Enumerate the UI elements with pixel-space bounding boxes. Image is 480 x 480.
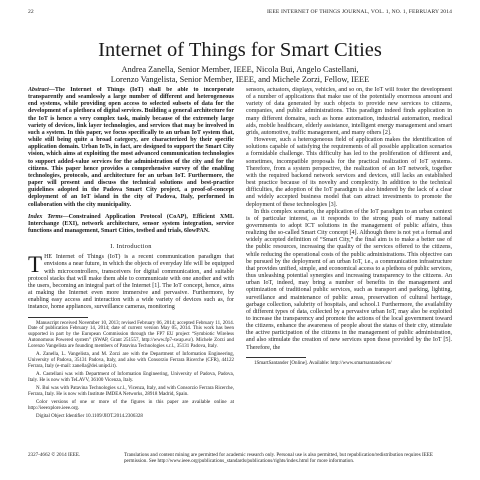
journal-name: IEEE INTERNET OF THINGS JOURNAL, VOL. 1, NO. 1, FEBRUARY 2014 (266, 9, 452, 15)
copyright-footer (28, 452, 452, 464)
body-paragraph-1: sensors, actuators, displays, vehicles, and so on, the IoT will foster the development of a number of applications that make use of the potentially enormous amount and variety of data generated by such objects to provide new services to citizens, companies, and public administrations. This paradigm indeed finds application in many different domains, such as home automation, industrial automation, medical aids, mobile healthcare, elderly assistance, intelligent energy management and smart grids, automotive, traffic management, and many others [2]. (246, 87, 452, 136)
index-terms (28, 214, 234, 235)
footnote-affiliation-1: A. Zanella, L. Vangelista, and M. Zorzi are with the Department of Information Engineering, University of Padova, 35131 Padova, Italy, and also with Consorzio Ferrara Ricerche (CFR), 44122 Ferrara, Italy (e-mail: zanella@dei.unipd.it). (28, 352, 234, 370)
author-line-2: Lorenzo Vangelista, Senior Member, IEEE, and Michele Zorzi, Fellow, IEEE (110, 75, 370, 84)
section-heading-introduction: I. Introduction (110, 243, 152, 251)
right-column (246, 87, 452, 448)
intro-paragraph (28, 254, 234, 311)
drop-cap: T (28, 252, 43, 278)
footnote-affiliation-3: N. Bui was with Patavina Technologies s.r.l., Vicenza, Italy, and with Consorzio Ferrara Ricerche, Ferrara, Italy. He is now with Institute IMDEA Networks, 28918 Madrid, Spain. (28, 386, 234, 398)
running-header (28, 9, 452, 19)
paper-title: Internet of Things for Smart Cities (98, 39, 382, 61)
body-paragraph-3: In this complex scenario, the application of the IoT paradigm to an urban context is of particular interest, as it responds to the strong push of many national governments to adopt ICT solutions in the management of public affairs, thus realizing the so-called Smart City concept [4]. Although there is not yet a formal and widely accepted definition of “Smart City,” the final aim is to make a better use of the public resources, increasing the quality of the services offered to the citizens, while reducing the operational costs of the public administrations. This objective can be pursued by the deployment of an urban IoT, i.e., a communication infrastructure that provides unified, simple, and economical access to a plethora of public services, thus unleashing potential synergies and increasing transparency to the citizens. An urban IoT, indeed, may bring a number of benefits in the management and optimization of traditional public services, such as transport and parking, lighting, surveillance and maintenance of public areas, preservation of cultural heritage, garbage collection, salubrity of hospitals, and school.1 Furthermore, the availability of different types of data, collected by a pervasive urban IoT, may also be exploited to increase the transparency and promote the actions of the local government toward the citizens, enhance the awareness of people about the status of their city, stimulate the active participation of the citizens in the management of public administration, and also stimulate the creation of new services upon those provided by the IoT [5]. Therefore, the (246, 208, 452, 351)
abstract-label: Abstract— (28, 87, 55, 93)
intro-text: HE Internet of Things (IoT) is a recent communication paradigm that envisions a near future, in which the objects of everyday life will be equipped with microcontrollers, transceivers for digital communication, and suitable protocol stacks that will make them able to communicate with one another and with the users, becoming an integral part of the Internet [1]. The IoT concept, hence, aims at making the Internet even more immersive and pervasive. Furthermore, by enabling easy access and interaction with a wide variety of devices such as, for instance, home appliances, surveillance cameras, monitoring (28, 254, 234, 311)
abstract-text: The Internet of Things (IoT) shall be able to incorporate transparently and seamlessly a large number of different and heterogeneous end systems, while providing open access to selected subsets of data for the development of a plethora of digital services. Building a general architecture for the IoT is hence a very complex task, mainly because of the extremely large variety of devices, link layer technologies, and services that may be involved in such a system. In this paper, we focus specifically to an urban IoT system that, while still being quite a broad category, are characterized by their specific application domain. Urban IoTs, in fact, are designed to support the Smart City vision, which aims at exploiting the most advanced communication technologies to support added-value services for the administration of the city and for the citizens. This paper hence provides a comprehensive survey of the enabling technologies, protocols, and architecture for an urban IoT. Furthermore, the paper will present and discuss the technical solutions and best-practice guidelines adopted in the Padova Smart City project, a proof-of-concept deployment of an IoT island in the city of Padova, Italy, performed in collaboration with the city municipality. (28, 87, 234, 208)
page-number: 22 (28, 9, 34, 15)
copyright-text: Translations and content mining are permitted for academic research only. Personal use is also permitted, but republication/redistribution requires IEEE permission. See http://www.ieee.org/publications_standards/publications/rights/index.html for more information. (124, 452, 433, 465)
index-terms-label: Index Terms— (28, 213, 69, 220)
footnote-smartsantander: 1SmartSantander [Online]. Available: http://www.smartsantander.eu/ (254, 360, 392, 366)
right-footnote-divider (246, 357, 306, 358)
index-terms-text: Constrained Application Protocol (CoAP), Efficient XML Interchange (EXI), network architecture, sensor system integration, service functions and management, Smart Cities, testbed and trials, 6lowPAN. (28, 213, 234, 234)
copyright-notice: 2327-4662 © 2014 IEEE. (28, 452, 81, 458)
author-line-1: Andrea Zanella, Senior Member, IEEE, Nicola Bui, Angelo Castellani, (121, 65, 359, 74)
footnote-color: Color versions of one or more of the figures in this paper are available online at http://ieeexplore.ieee.org. (28, 399, 234, 411)
footnote-divider (28, 317, 88, 318)
footnote-doi: Digital Object Identifier 10.1109/JIOT.2014.2306328 (36, 413, 143, 419)
left-column (28, 87, 234, 448)
body-paragraph-2: However, such a heterogeneous field of application makes the identification of solutions capable of satisfying the requirements of all possible application scenarios a formidable challenge. This difficulty has led to the proliferation of different and, sometimes, incompatible proposals for the practical realization of IoT systems. Therefore, from a system perspective, the realization of an IoT network, together with the required backend network services and devices, still lacks an established best practice because of its novelty and complexity. In addition to the technical difficulties, the adoption of the IoT paradigm is also hindered by the lack of a clear and widely accepted business model that can attract investments to promote the deployment of these technologies [3]. (246, 137, 452, 208)
footnote-received: Manuscript received November 10, 2013; revised February 06, 2014; accepted February 11, 2014. Date of publication February 14, 2014; date of current version May 05, 2014. This work has been supported in part by the European Commission through the FP7 EU project “Symbiotic Wireless Autonomous Powered system” (SWAP, Grant 251557, http://www.fp7-swap.eu/). Michele Zorzi and Lorenzo Vangelista are founding members of Patavina Technologies s.r.l., 35131 Padova, Italy. (28, 320, 234, 350)
footnote-affiliation-2: A. Castellani was with Department of Information Engineering, University of Padova, Padova, Italy. He is now with TeLAVV, 36100 Vicenza, Italy. (28, 372, 234, 384)
abstract (28, 87, 234, 209)
